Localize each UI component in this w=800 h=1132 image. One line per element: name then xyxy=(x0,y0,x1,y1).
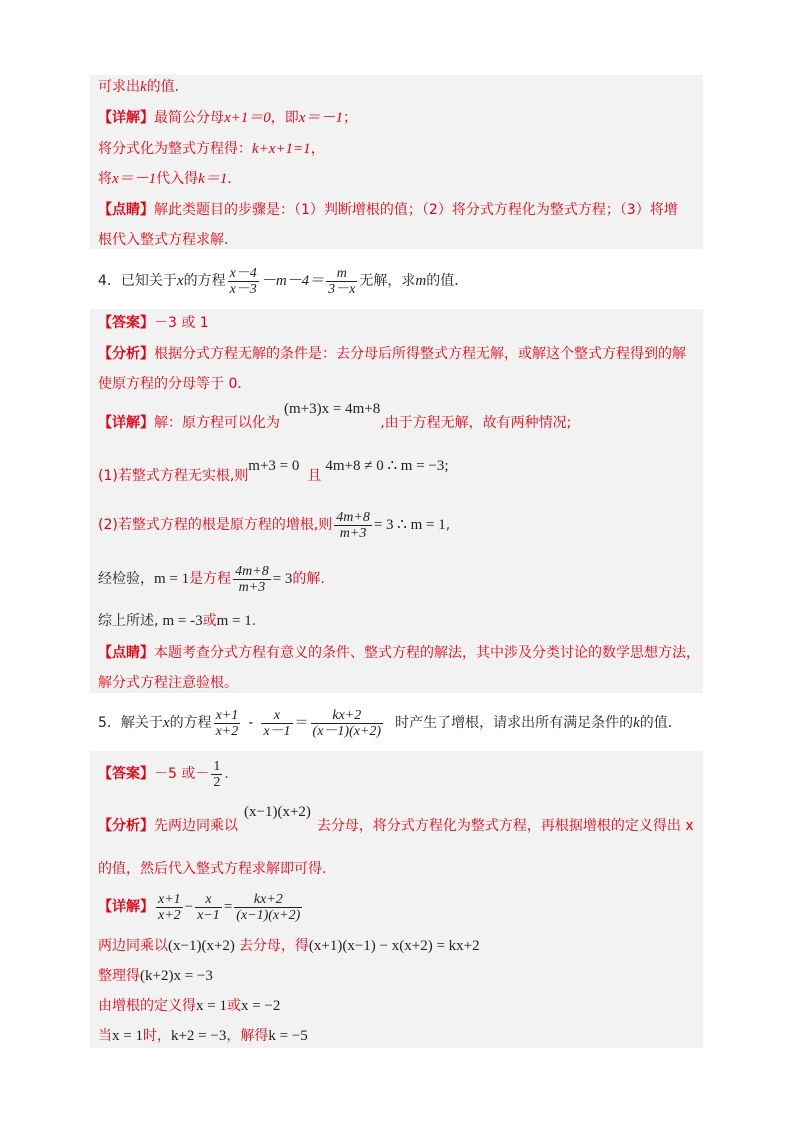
q3-comment-2 xyxy=(98,230,238,250)
fraction xyxy=(214,708,241,739)
denominator: x－1 xyxy=(263,723,291,739)
fraction xyxy=(311,708,384,739)
denominator: m+3 xyxy=(339,525,367,541)
text: 去分母，将分式方程化为整式方程，再根据增根的定义得出 x xyxy=(316,818,694,834)
text: 综上所述, xyxy=(98,613,159,629)
text: 本题考查分式方程有意义的条件、整式方程的解法，其中涉及分类讨论的数学思想方法， xyxy=(154,645,700,661)
text: 解关于 xyxy=(120,715,163,731)
q3-line1 xyxy=(98,77,189,97)
text: 无解，求 xyxy=(359,273,416,289)
numerator: x－4 xyxy=(229,265,257,281)
text: 解此类题目的步骤是：（1）判断增根的值；（2）将分式方程化为整式方程；（3）将增 xyxy=(154,202,678,218)
text: , xyxy=(445,517,451,533)
text: 的方程 xyxy=(183,273,226,289)
math-var: k xyxy=(633,715,640,731)
q4-detail xyxy=(98,401,572,433)
numerator: x xyxy=(195,892,222,908)
q4-analysis-2 xyxy=(98,374,251,394)
fraction xyxy=(326,266,357,297)
math: x = 1 xyxy=(196,998,227,1014)
q5-question xyxy=(98,704,682,742)
math: = 3 xyxy=(272,571,293,587)
q5-analysis xyxy=(98,804,694,836)
q5-step1 xyxy=(98,936,480,956)
text: 时， xyxy=(142,1028,171,1044)
question-number: 5． xyxy=(98,715,121,731)
text: 已知关于 xyxy=(120,273,177,289)
q4-summary xyxy=(98,611,256,631)
operator: ＝ xyxy=(294,715,309,731)
analysis-tag: 【分析】 xyxy=(98,818,154,834)
fraction xyxy=(234,892,302,923)
math: (m+3)x = 4m+8 xyxy=(284,401,381,417)
text: 的值． xyxy=(426,273,469,289)
math: (x−1)(x+2) xyxy=(168,938,235,954)
q3-line3 xyxy=(98,139,325,159)
text: 解分式方程注意验根。 xyxy=(98,675,238,691)
denominator: x−1 xyxy=(197,907,220,923)
text: 使原方程的分母等于 0． xyxy=(98,376,252,392)
math: m = 1 xyxy=(216,613,252,629)
math: m = 1 xyxy=(154,571,190,587)
math: x＝－1 xyxy=(298,110,343,126)
fraction xyxy=(334,510,372,541)
fraction xyxy=(233,564,271,595)
q5-analysis-2 xyxy=(98,859,326,879)
math: －m－4＝ xyxy=(260,273,325,289)
text: 去分母，得 xyxy=(238,938,309,954)
math: x = −2 xyxy=(240,998,281,1014)
q4-comment-2 xyxy=(98,673,238,693)
text: 或 xyxy=(226,998,241,1014)
text: 可求出 xyxy=(98,79,140,95)
operator: − xyxy=(184,899,194,915)
denominator: x－3 xyxy=(229,281,257,297)
denominator: (x－1)(x+2) xyxy=(312,723,382,739)
numerator: x+1 xyxy=(215,707,239,723)
math: x＝－1 xyxy=(112,171,157,187)
answer-tag: 【答案】 xyxy=(98,766,154,782)
numerator: x xyxy=(261,708,292,724)
q4-solution-block xyxy=(90,309,703,693)
text: 的值． xyxy=(146,79,189,95)
q5-step2 xyxy=(98,966,213,986)
q4-question xyxy=(98,262,468,300)
text: ,由于方程无解，故有两种情况; xyxy=(380,415,572,431)
math-var: x xyxy=(162,715,170,731)
text: 先两边同乘以 xyxy=(154,818,238,834)
math: 4m+8 ≠ 0 ∴ m = −3; xyxy=(325,458,449,474)
q5-detail xyxy=(98,889,304,925)
q3-detail xyxy=(98,108,357,128)
text: 的值，然后代入整式方程求解即可得. xyxy=(98,861,327,877)
fraction xyxy=(261,708,292,739)
numerator: 4m+8 xyxy=(235,563,269,579)
text: ，解得 xyxy=(226,1028,269,1044)
math: x = 1 xyxy=(112,1028,143,1044)
answer-text: －5 或－ xyxy=(154,766,210,782)
comment-tag: 【点睛】 xyxy=(98,202,154,218)
math-var: x xyxy=(176,273,184,289)
operator: = xyxy=(223,899,233,915)
text: ，即 xyxy=(270,110,299,126)
q4-analysis xyxy=(98,344,686,364)
numerator: kx+2 xyxy=(311,708,384,724)
q4-answer xyxy=(98,313,209,333)
math: k+2 = −3 xyxy=(170,1028,227,1044)
q4-case2 xyxy=(98,507,450,543)
question-number: 4． xyxy=(98,273,121,289)
text: 将分式化为整式方程得： xyxy=(98,141,252,157)
text: 时产生了增根，请求出所有满足条件的 xyxy=(395,715,634,731)
text: 或 xyxy=(202,613,217,629)
text: (1)若整式方程无实根,则 xyxy=(98,468,249,484)
denominator: (x−1)(x+2) xyxy=(236,907,301,923)
fraction xyxy=(228,266,259,297)
fraction xyxy=(156,892,183,923)
math: (x+1)(x−1) − x(x+2) = kx+2 xyxy=(308,938,480,954)
text: 两边同乘以 xyxy=(98,938,168,954)
numerator: x+1 xyxy=(158,891,181,907)
fraction xyxy=(195,892,222,923)
math: (k+2)x = −3 xyxy=(140,968,213,984)
numerator: m xyxy=(326,266,357,282)
math: (x−1)(x+2) xyxy=(244,804,311,820)
math: k＝1 xyxy=(198,171,228,187)
text: 整理得 xyxy=(98,968,140,984)
numerator: kx+2 xyxy=(234,892,302,908)
answer-text: －3 或 1 xyxy=(154,315,209,331)
math-var: m xyxy=(415,273,427,289)
q4-check xyxy=(98,561,325,597)
text: ； xyxy=(342,110,357,126)
text: 由增根的定义得 xyxy=(98,998,196,1014)
text: 根据分式方程无解的条件是：去分母后所得整式方程无解，或解这个整式方程得到的解 xyxy=(154,346,686,362)
detail-tag: 【详解】 xyxy=(98,899,154,915)
numerator: 4m+8 xyxy=(336,509,370,525)
text: 的值． xyxy=(639,715,682,731)
text: ． xyxy=(224,766,239,782)
denominator: x+2 xyxy=(158,907,181,923)
denominator: 3－x xyxy=(328,281,356,297)
q5-step4 xyxy=(98,1026,308,1046)
denominator: x+2 xyxy=(215,723,239,739)
text: 根代入整式方程求解． xyxy=(98,232,238,248)
math: k+x+1=1 xyxy=(252,141,311,157)
math: k = −5 xyxy=(268,1028,308,1044)
text: 是方程 xyxy=(189,571,232,587)
text: 将 xyxy=(98,171,112,187)
detail-tag: 【详解】 xyxy=(98,415,154,431)
analysis-tag: 【分析】 xyxy=(98,346,154,362)
answer-tag: 【答案】 xyxy=(98,315,154,331)
text: ， xyxy=(310,141,325,157)
math: m+3 = 0 xyxy=(248,458,300,474)
text: ． xyxy=(227,171,242,187)
numerator: 1 xyxy=(213,758,221,774)
math: = 3 ∴ m = 1 xyxy=(373,517,446,533)
detail-tag: 【详解】 xyxy=(98,110,154,126)
text: . xyxy=(251,613,257,629)
q3-line4 xyxy=(98,169,241,189)
text: 的方程 xyxy=(169,715,212,731)
math: m = -3 xyxy=(162,613,203,629)
text: 最简公分母 xyxy=(154,110,224,126)
q3-comment xyxy=(98,200,678,220)
q3-solution-block xyxy=(90,75,703,249)
denominator: 2 xyxy=(213,774,221,790)
comment-tag: 【点睛】 xyxy=(98,645,154,661)
text: 的解. xyxy=(292,571,325,587)
operator: - xyxy=(248,715,254,731)
text: 解：原方程可以化为 xyxy=(154,415,280,431)
text: 代入得 xyxy=(156,171,199,187)
q5-answer xyxy=(98,756,238,792)
q4-comment xyxy=(98,643,700,663)
q4-case1 xyxy=(98,458,449,486)
math-var: k xyxy=(140,79,147,95)
text: 当 xyxy=(98,1028,112,1044)
denominator: m+3 xyxy=(238,579,266,595)
text: (2)若整式方程的根是原方程的增根,则 xyxy=(98,517,333,533)
q5-step3 xyxy=(98,996,280,1016)
math: x+1＝0 xyxy=(224,110,271,126)
text: 经检验， xyxy=(98,571,154,587)
fraction xyxy=(211,759,222,790)
text: 且 xyxy=(307,468,322,484)
